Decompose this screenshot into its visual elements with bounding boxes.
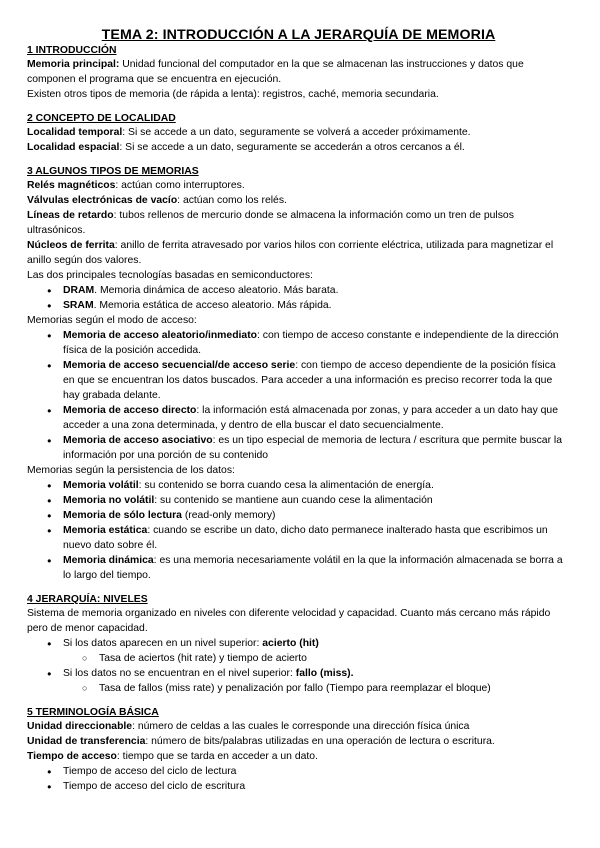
section-heading-localidad: 2 CONCEPTO DE LOCALIDAD xyxy=(27,113,176,124)
list-item: ● Memoria de sólo lectura (read-only memory) xyxy=(27,508,570,523)
paragraph: Memoria principal: Unidad funcional del computador en la que se almacenan las instrucciones y datos que componen el programa que se encuentra en ejecución. xyxy=(27,59,524,85)
paragraph: Memorias según el modo de acceso: xyxy=(27,315,197,326)
paragraph: Las dos principales tecnologías basadas en semiconductores: xyxy=(27,270,313,281)
section-heading-tipos-memorias: 3 ALGUNOS TIPOS DE MEMORIAS xyxy=(27,166,199,177)
paragraph: Memorias según la persistencia de los datos: xyxy=(27,465,235,476)
paragraph: Sistema de memoria organizado en niveles con diferente velocidad y capacidad. Cuanto más cercano más rápido pero de menor capacidad. xyxy=(27,608,551,634)
list-item: ● Si los datos no se encuentran en el nivel superior: fallo (miss). xyxy=(27,666,570,681)
term: Líneas de retardo xyxy=(27,210,114,221)
paragraph: Unidad de transferencia: número de bits/palabras utilizadas en una operación de lectura o escritura. xyxy=(27,736,495,747)
persistence-list xyxy=(27,478,570,583)
term: Núcleos de ferrita xyxy=(27,240,115,251)
paragraph: Líneas de retardo: tubos rellenos de mercurio donde se almacena la información como un tren de pulsos ultrasónicos. xyxy=(27,210,514,236)
list-item: ● Memoria dinámica: es una memoria necesariamente volátil en la que la información almacenada se borra a lo largo del tiempo. xyxy=(27,553,570,583)
hierarchy-sublist xyxy=(27,681,570,696)
access-mode-list xyxy=(27,328,570,463)
page-title: TEMA 2: INTRODUCCIÓN A LA JERARQUÍA DE MEMORIA xyxy=(101,27,496,43)
hierarchy-sublist xyxy=(27,651,570,666)
paragraph: Válvulas electrónicas de vacío: actúan como los relés. xyxy=(27,195,287,206)
term: Tiempo de acceso xyxy=(27,751,117,762)
list-item: ● Memoria de acceso aleatorio/inmediato: con tiempo de acceso constante e independiente de la dirección física de la posición accedida. xyxy=(27,328,570,358)
sublist-item: ○ Tasa de aciertos (hit rate) y tiempo de acierto xyxy=(27,651,570,666)
paragraph: Existen otros tipos de memoria (de rápida a lenta): registros, caché, memoria secundaria. xyxy=(27,89,439,100)
list-item: ● Memoria volátil: su contenido se borra cuando cesa la alimentación de energía. xyxy=(27,478,570,493)
list-item: ● Si los datos aparecen en un nivel superior: acierto (hit) xyxy=(27,636,570,651)
hierarchy-list xyxy=(27,636,570,651)
paragraph: Tiempo de acceso: tiempo que se tarda en acceder a un dato. xyxy=(27,751,318,762)
list-item: ● Memoria estática: cuando se escribe un dato, dicho dato permanece inalterado hasta que escribimos un nuevo dato sobre él. xyxy=(27,523,570,553)
term: Relés magnéticos xyxy=(27,180,116,191)
list-item: ● SRAM. Memoria estática de acceso aleatorio. Más rápida. xyxy=(27,298,570,313)
paragraph: Núcleos de ferrita: anillo de ferrita atravesado por varios hilos con corriente eléctrica, utilizada para magnetizar el anillo según dos valores. xyxy=(27,240,554,266)
term: Localidad espacial xyxy=(27,142,120,153)
hierarchy-list xyxy=(27,666,570,681)
list-item: ● Tiempo de acceso del ciclo de escritura xyxy=(27,779,570,794)
section-heading-introduccion: 1 INTRODUCCIÓN xyxy=(27,45,117,56)
term: Unidad de transferencia xyxy=(27,736,146,747)
term: Localidad temporal xyxy=(27,127,123,138)
list-item: ● Tiempo de acceso del ciclo de lectura xyxy=(27,764,570,779)
list-item: ● Memoria de acceso directo: la información está almacenada por zonas, y para acceder a un dato hay que acceder a una zona determinada, y dentro de ella buscar el dato secuencialmente. xyxy=(27,403,570,433)
section-heading-jerarquia: 4 JERARQUÍA: NIVELES xyxy=(27,594,148,605)
paragraph: Unidad direccionable: número de celdas a las cuales le corresponde una dirección física única xyxy=(27,721,470,732)
term: Válvulas electrónicas de vacío xyxy=(27,195,178,206)
sublist-item: ○ Tasa de fallos (miss rate) y penalización por fallo (Tiempo para reemplazar el bloque) xyxy=(27,681,570,696)
semiconductor-list xyxy=(27,283,570,313)
section-heading-terminologia: 5 TERMINOLOGÍA BÁSICA xyxy=(27,707,159,718)
term: Unidad direccionable xyxy=(27,721,133,732)
paragraph: Localidad temporal: Si se accede a un dato, seguramente se volverá a acceder próximamente. xyxy=(27,127,471,138)
paragraph: Localidad espacial: Si se accede a un dato, seguramente se accederán a otros cercanos a él. xyxy=(27,142,465,153)
list-item: ● Memoria de acceso asociativo: es un tipo especial de memoria de lectura / escritura que permite buscar la información por una porción de su contenido xyxy=(27,433,570,463)
list-item: ● Memoria de acceso secuencial/de acceso serie: con tiempo de acceso dependiente de la posición física en que se encuentran los datos buscados. Para acceder a una información es preciso recorrer toda la que hay grabada delante. xyxy=(27,358,570,403)
list-item: ● Memoria no volátil: su contenido se mantiene aun cuando cese la alimentación xyxy=(27,493,570,508)
paragraph: Relés magnéticos: actúan como interruptores. xyxy=(27,180,245,191)
list-item: ● DRAM. Memoria dinámica de acceso aleatorio. Más barata. xyxy=(27,283,570,298)
term: Memoria principal: xyxy=(27,59,120,70)
access-time-list xyxy=(27,764,570,794)
